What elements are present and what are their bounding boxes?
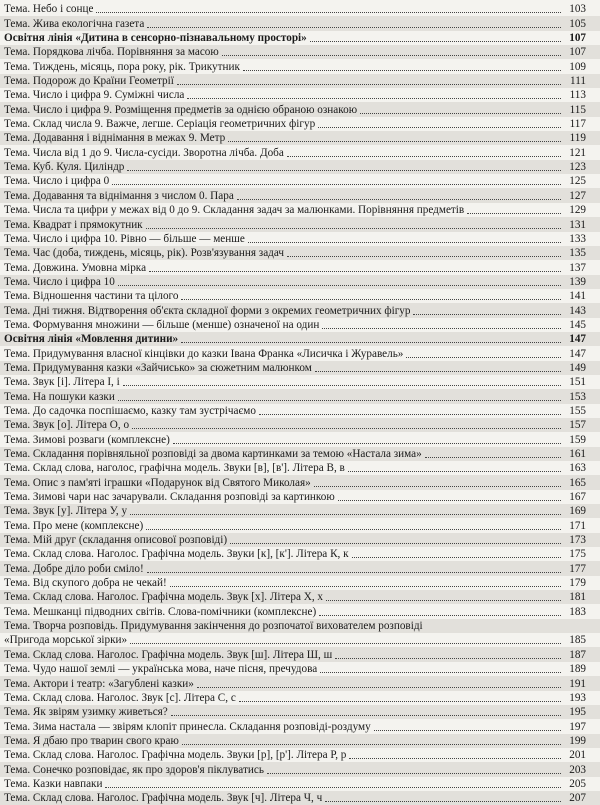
toc-entry-title: Тема. Склад слова, наголос, графічна модель. Звуки [в], [в']. Літера В, в	[4, 462, 345, 475]
toc-entry-title: Тема. Склад числа 9. Важче, легше. Серіація геометричних фігур	[4, 118, 316, 131]
dot-leader	[228, 141, 561, 142]
toc-entry	[0, 504, 600, 518]
toc-entry-title: Тема. Число і цифра 10. Рівно — більше — менше	[4, 232, 245, 245]
toc-page-number: 135	[569, 247, 586, 260]
dot-leader	[147, 572, 561, 573]
toc-entry	[0, 734, 600, 748]
dot-leader	[243, 70, 561, 71]
toc-entry	[0, 45, 600, 59]
toc-entry	[0, 303, 600, 317]
dot-leader	[335, 658, 561, 659]
dot-leader	[132, 428, 561, 429]
toc-entry-title: Тема. Мій друг (складання описової розповіді)	[4, 534, 228, 547]
toc-entry	[0, 203, 600, 217]
toc-page-number: 183	[569, 605, 586, 618]
toc-page-number: 173	[569, 534, 586, 547]
toc-entry-title: Тема. Число і цифра 9. Суміжні числа	[4, 89, 185, 102]
dot-leader	[267, 773, 561, 774]
toc-page-number: 175	[569, 548, 586, 561]
toc-section-heading	[0, 31, 600, 45]
toc-entry	[0, 590, 600, 604]
toc-entry-title: Тема. Я дбаю про тварин свого краю	[4, 734, 179, 747]
dot-leader	[173, 443, 561, 444]
toc-entry-title: Тема. Склад слова. Наголос. Графічна модель. Звук [х]. Літера Х, х	[4, 591, 324, 604]
toc-page-number: 155	[569, 404, 586, 417]
dot-leader	[182, 744, 561, 745]
toc-page-number: 187	[569, 648, 586, 661]
dot-leader	[118, 400, 561, 401]
toc-entry-title: Тема. Звук [і]. Літера І, і	[4, 376, 120, 389]
toc-page-number: 105	[569, 17, 586, 30]
toc-page-number: 171	[569, 519, 586, 532]
toc-entry-title: Тема. Актори і театр: «Загублені казки»	[4, 677, 194, 690]
toc-entry-title: Тема. Число і цифра 10	[4, 275, 115, 288]
toc-page-number: 179	[569, 577, 586, 590]
toc-entry	[0, 748, 600, 762]
dot-leader	[374, 730, 561, 731]
toc-entry-title: Тема. Як звірям узимку живеться?	[4, 706, 168, 719]
toc-entry	[0, 59, 600, 73]
toc-entry-title: Тема. Числа та цифри у межах від 0 до 9. Складання задач за малюнками. Порівняння предметів	[4, 204, 465, 217]
dot-leader	[287, 156, 561, 157]
dot-leader	[181, 342, 561, 343]
toc-entry	[0, 691, 600, 705]
toc-entry-title: Тема. Добре діло роби сміло!	[4, 562, 144, 575]
toc-entry-title: Тема. Число і цифра 0	[4, 175, 110, 188]
toc-entry-title: Тема. Склад слова. Наголос. Графічна модель. Звуки [р], [р']. Літера Р, р	[4, 749, 347, 762]
toc-entry-title: Тема. Творча розповідь. Придумування закінчення до розпочатої вихователем розповіді	[4, 620, 423, 633]
toc-entry-title: Тема. Звук [у]. Літера У, у	[4, 505, 128, 518]
toc-entry	[0, 260, 600, 274]
toc-entry-title: Тема. Зима настала — звірям клопіт принесла. Складання розповіді-роздуму	[4, 720, 371, 733]
toc-entry	[0, 174, 600, 188]
dot-leader	[248, 242, 561, 243]
toc-entry	[0, 102, 600, 116]
toc-entry-title: Тема. Від скупого добра не чекай!	[4, 577, 167, 590]
toc-entry-title: Освітня лінія «Мовлення дитини»	[4, 333, 179, 346]
dot-leader	[360, 113, 561, 114]
toc-page-number: 203	[569, 763, 586, 776]
toc-entry	[0, 418, 600, 432]
toc-page-number: 151	[569, 376, 586, 389]
toc-page-number: 159	[569, 433, 586, 446]
toc-page-number: 169	[569, 505, 586, 518]
dot-leader	[146, 228, 561, 229]
toc-entry-title: Тема. Додавання та віднімання з числом 0. Пара	[4, 189, 234, 202]
toc-page-number: 195	[569, 706, 586, 719]
toc-entry-title: Тема. Зимові чари нас зачарували. Складання розповіді за картинкою	[4, 491, 335, 504]
dot-leader	[349, 758, 561, 759]
toc-entry	[0, 719, 600, 733]
toc-page-number: 117	[569, 118, 586, 131]
toc-page-number: 153	[569, 390, 586, 403]
toc-entry-title: Тема. Придумування власної кінцівки до казки Івана Франка «Лисичка і Журавель»	[4, 347, 404, 360]
toc-entry	[0, 533, 600, 547]
toc-page-number: 143	[569, 304, 586, 317]
toc-page-number: 163	[569, 462, 586, 475]
toc-entry	[0, 2, 600, 16]
toc-entry	[0, 705, 600, 719]
dot-leader	[310, 41, 561, 42]
toc-entry	[0, 619, 600, 633]
toc-page-number: 191	[569, 677, 586, 690]
toc-entry	[0, 16, 600, 30]
toc-entry	[0, 246, 600, 260]
toc-entry-title: Освітня лінія «Дитина в сенсорно-пізнавальному просторі»	[4, 32, 307, 45]
dot-leader	[197, 687, 561, 688]
toc-page-number: 107	[569, 32, 586, 45]
toc-entry	[0, 777, 600, 791]
toc-entry	[0, 389, 600, 403]
toc-page-number: 113	[569, 89, 586, 102]
dot-leader	[127, 170, 561, 171]
toc-entry	[0, 131, 600, 145]
toc-entry	[0, 676, 600, 690]
dot-leader	[318, 127, 561, 128]
toc-entry	[0, 88, 600, 102]
dot-leader	[326, 600, 561, 601]
toc-page-number: 193	[569, 691, 586, 704]
dot-leader	[348, 471, 561, 472]
toc-entry	[0, 647, 600, 661]
toc-entry	[0, 346, 600, 360]
toc-entry-title: Тема. Подорож до Країни Геометрії	[4, 75, 174, 88]
toc-page-number: 145	[569, 318, 586, 331]
dot-leader	[322, 328, 561, 329]
toc-entry	[0, 318, 600, 332]
toc-page-number: 147	[569, 347, 586, 360]
toc-entry	[0, 561, 600, 575]
toc-entry-title: Тема. Склад слова. Наголос. Звук [с]. Літера С, с	[4, 691, 236, 704]
toc-entry	[0, 145, 600, 159]
toc-entry-title: Тема. Сонечко розповідає, як про здоров'я піклуватись	[4, 763, 264, 776]
toc-entry	[0, 375, 600, 389]
toc-entry-title: Тема. Числа від 1 до 9. Числа-сусіди. Зворотна лічба. Доба	[4, 146, 284, 159]
toc-entry	[0, 791, 600, 805]
toc-entry	[0, 447, 600, 461]
toc-entry-title: Тема. Дні тижня. Відтворення об'єкта складної форми з окремих геометричних фігур	[4, 304, 411, 317]
dot-leader	[170, 586, 561, 587]
toc-page-number: 127	[569, 189, 586, 202]
toc-page-number: 189	[569, 663, 586, 676]
dot-leader	[406, 357, 561, 358]
toc-entry	[0, 633, 600, 647]
toc-entry	[0, 662, 600, 676]
toc-page-number: 167	[569, 491, 586, 504]
toc-page-number: 119	[569, 132, 586, 145]
toc-entry	[0, 361, 600, 375]
toc-entry-title: Тема. На пошуки казки	[4, 390, 115, 403]
toc-entry	[0, 461, 600, 475]
toc-entry	[0, 547, 600, 561]
toc-page-number: 207	[569, 792, 586, 805]
toc-page-number: 125	[569, 175, 586, 188]
toc-entry-title: Тема. Склад слова. Наголос. Графічна модель. Звук [ч]. Літера Ч, ч	[4, 792, 323, 805]
toc-entry-title: Тема. Складання порівняльної розповіді за двома картинками за темою «Настала зима»	[4, 448, 422, 460]
toc-entry-title: Тема. Небо і сонце	[4, 3, 94, 16]
dot-leader	[118, 285, 561, 286]
toc-entry-title: Тема. Придумування казки «Зайчисько» за сюжетним малюнком	[4, 361, 312, 374]
toc-entry	[0, 74, 600, 88]
dot-leader	[413, 314, 561, 315]
dot-leader	[315, 371, 561, 372]
toc-entry	[0, 490, 600, 504]
dot-leader	[105, 787, 561, 788]
dot-leader	[147, 27, 561, 28]
toc-entry-title: Тема. Склад слова. Наголос. Графічна модель. Звук [ш]. Літера Ш, ш	[4, 648, 333, 661]
toc-entry	[0, 604, 600, 618]
toc-entry-title: «Пригода морської зірки»	[4, 634, 128, 647]
toc-page-number: 109	[569, 60, 586, 73]
toc-entry-title: Тема. Зимові розваги (комплексне)	[4, 433, 170, 446]
dot-leader	[96, 12, 561, 13]
toc-entry	[0, 475, 600, 489]
toc-page-number: 139	[569, 275, 586, 288]
toc-page-number: 133	[569, 232, 586, 245]
dot-leader	[187, 98, 561, 99]
toc-page-number: 197	[569, 720, 586, 733]
toc-page-number: 107	[569, 46, 586, 59]
toc-entry-title: Тема. Жива екологічна газета	[4, 17, 145, 30]
toc-page-number: 181	[569, 591, 586, 604]
dot-leader	[239, 701, 561, 702]
dot-leader	[123, 385, 561, 386]
toc-entry	[0, 432, 600, 446]
dot-leader	[112, 184, 561, 185]
dot-leader	[338, 500, 561, 501]
toc-entry	[0, 518, 600, 532]
toc-page-number: 111	[570, 75, 586, 88]
toc-page-number: 205	[569, 777, 586, 790]
toc-entry	[0, 762, 600, 776]
toc-page-number: 149	[569, 361, 586, 374]
toc-entry-title: Тема. Казки навпаки	[4, 777, 103, 790]
toc-entry-title: Тема. Чудо нашої землі — українська мова, наче пісня, пречудова	[4, 663, 318, 676]
dot-leader	[130, 514, 561, 515]
toc-entry	[0, 117, 600, 131]
dot-leader	[149, 271, 561, 272]
toc-page-number: 157	[569, 419, 586, 432]
dot-leader	[171, 715, 561, 716]
toc-entry	[0, 275, 600, 289]
toc-entry-title: Тема. Довжина. Умовна мірка	[4, 261, 147, 274]
toc-page-number: 121	[569, 146, 586, 159]
toc-page-number: 123	[569, 161, 586, 174]
toc-page-number: 115	[569, 103, 586, 116]
dot-leader	[352, 557, 561, 558]
dot-leader	[230, 543, 561, 544]
toc-section-heading	[0, 332, 600, 346]
toc-entry	[0, 188, 600, 202]
toc-page-number: 199	[569, 734, 586, 747]
dot-leader	[425, 457, 561, 458]
toc-entry-title: Тема. Звук [о]. Літера О, о	[4, 419, 130, 432]
dot-leader	[237, 199, 561, 200]
toc-entry	[0, 289, 600, 303]
toc-page-number: 201	[569, 749, 586, 762]
toc-page-number: 131	[569, 218, 586, 231]
dot-leader	[467, 213, 561, 214]
toc-page-number: 103	[569, 3, 586, 16]
dot-leader	[146, 529, 561, 530]
toc-entry-title: Тема. Про мене (комплексне)	[4, 519, 144, 532]
toc-page-number: 177	[569, 562, 586, 575]
toc-entry	[0, 160, 600, 174]
toc-entry-title: Тема. Квадрат і прямокутник	[4, 218, 143, 231]
toc-entry	[0, 217, 600, 231]
dot-leader	[314, 486, 561, 487]
toc-entry-title: Тема. До садочка поспішаємо, казку там зустрічаємо	[4, 404, 256, 417]
dot-leader	[181, 299, 561, 300]
toc-entry-title: Тема. Число і цифра 9. Розміщення предметів за однією обраною ознакою	[4, 103, 358, 116]
toc-entry-title: Тема. Порядкова лічба. Порівняння за масою	[4, 46, 219, 59]
toc-entry	[0, 232, 600, 246]
dot-leader	[130, 643, 561, 644]
toc-page-number: 165	[569, 476, 586, 489]
toc-entry-title: Тема. Додавання і віднімання в межах 9. Метр	[4, 132, 226, 145]
toc-page-number: 129	[569, 204, 586, 217]
toc-entry	[0, 404, 600, 418]
toc-entry-title: Тема. Час (доба, тиждень, місяць, рік). Розв'язування задач	[4, 247, 284, 260]
toc-page-number: 141	[569, 290, 586, 303]
dot-leader	[320, 672, 561, 673]
toc-page-number: 147	[569, 333, 586, 346]
toc-entry-title: Тема. Склад слова. Наголос. Графічна модель. Звуки [к], [к']. Літера К, к	[4, 548, 349, 561]
toc-entry-title: Тема. Тиждень, місяць, пора року, рік. Трикутник	[4, 60, 240, 73]
toc-page-number: 161	[569, 448, 586, 460]
toc-entry-title: Тема. Відношення частини та цілого	[4, 290, 179, 303]
dot-leader	[259, 414, 561, 415]
toc-entry-title: Тема. Формування множини — більше (менше) означеної на один	[4, 318, 320, 331]
toc-entry	[0, 576, 600, 590]
dot-leader	[319, 615, 561, 616]
toc-entry-title: Тема. Опис з пам'яті іграшки «Подарунок від Святого Миколая»	[4, 476, 311, 489]
dot-leader	[177, 84, 561, 85]
toc-entry-title: Тема. Куб. Куля. Циліндр	[4, 161, 125, 174]
toc-page-number: 185	[569, 634, 586, 647]
dot-leader	[222, 55, 561, 56]
toc-entry-title: Тема. Мешканці підводних світів. Слова-помічники (комплексне)	[4, 605, 317, 618]
toc-page-number: 137	[569, 261, 586, 274]
dot-leader	[287, 256, 561, 257]
dot-leader	[325, 801, 561, 802]
